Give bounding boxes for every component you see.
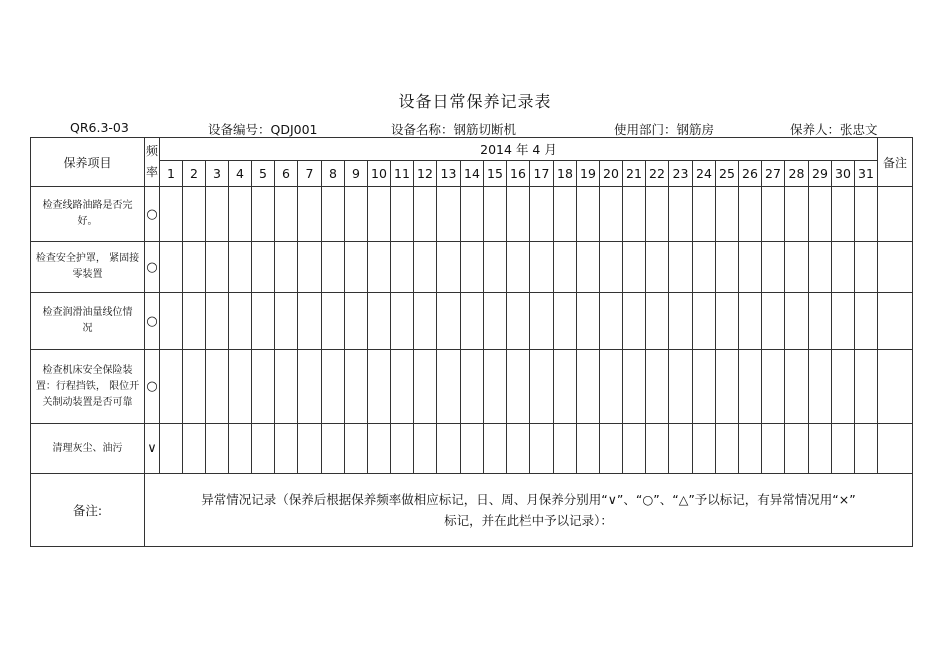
day-cell[interactable]	[368, 242, 391, 293]
day-header: 21	[623, 161, 646, 187]
day-cell[interactable]	[762, 293, 785, 350]
day-cell[interactable]	[368, 424, 391, 474]
day-cell[interactable]	[345, 424, 368, 474]
day-cell[interactable]	[391, 293, 414, 350]
maintenance-item-line: 检查安全护罩， 紧固接	[35, 253, 140, 264]
day-header: 1	[160, 161, 183, 187]
day-cell[interactable]	[669, 293, 693, 350]
day-cell[interactable]	[577, 350, 600, 424]
day-cell[interactable]	[809, 424, 832, 474]
day-cell[interactable]	[437, 293, 461, 350]
maintenance-item-line: 检查线路油路是否完	[42, 200, 133, 211]
day-cell[interactable]	[484, 293, 507, 350]
month-label: 2014 年 4 月	[160, 138, 878, 161]
day-cell[interactable]	[414, 242, 437, 293]
day-cell[interactable]	[600, 242, 623, 293]
day-cell[interactable]	[646, 350, 669, 424]
day-header: 18	[554, 161, 577, 187]
frequency-mark: ○	[145, 242, 160, 293]
frequency-mark: ○	[145, 350, 160, 424]
maintenance-item-line: 零装置	[72, 269, 103, 280]
day-cell[interactable]	[646, 187, 669, 242]
day-cell[interactable]	[739, 350, 762, 424]
day-cell[interactable]	[716, 187, 739, 242]
day-header: 13	[437, 161, 461, 187]
day-cell[interactable]	[298, 350, 322, 424]
day-cell[interactable]	[298, 424, 322, 474]
maintenance-item-line: 检查机床安全保险装	[42, 364, 133, 376]
day-cell[interactable]	[530, 293, 554, 350]
day-cell[interactable]	[322, 424, 345, 474]
day-cell[interactable]	[600, 187, 623, 242]
day-cell[interactable]	[554, 350, 577, 424]
day-cell[interactable]	[461, 242, 484, 293]
day-cell[interactable]	[507, 187, 530, 242]
day-cell[interactable]	[275, 424, 298, 474]
day-cell[interactable]	[160, 424, 183, 474]
day-header: 26	[739, 161, 762, 187]
day-cell[interactable]	[554, 293, 577, 350]
day-cell[interactable]	[229, 350, 252, 424]
day-cell[interactable]	[646, 242, 669, 293]
day-cell[interactable]	[716, 242, 739, 293]
day-cell[interactable]	[437, 424, 461, 474]
day-cell[interactable]	[183, 424, 206, 474]
day-cell[interactable]	[252, 350, 275, 424]
day-cell[interactable]	[623, 242, 646, 293]
day-cell[interactable]	[461, 293, 484, 350]
day-cell[interactable]	[577, 187, 600, 242]
item-header: 保养项目	[31, 138, 145, 187]
day-cell[interactable]	[183, 350, 206, 424]
day-header: 24	[693, 161, 716, 187]
day-cell[interactable]	[437, 187, 461, 242]
footer-row	[31, 474, 913, 547]
day-cell[interactable]	[437, 242, 461, 293]
document-title: 设备日常保养记录表	[398, 92, 552, 111]
maintenance-item-line: 关制动装置是否可靠	[42, 396, 133, 408]
day-header: 2	[183, 161, 206, 187]
day-header: 11	[391, 161, 414, 187]
day-cell[interactable]	[530, 350, 554, 424]
day-cell[interactable]	[669, 187, 693, 242]
day-cell[interactable]	[206, 424, 229, 474]
day-cell[interactable]	[530, 242, 554, 293]
day-cell[interactable]	[855, 242, 878, 293]
day-cell[interactable]	[785, 350, 809, 424]
day-cell[interactable]	[160, 187, 183, 242]
day-cell[interactable]	[391, 242, 414, 293]
day-header: 19	[577, 161, 600, 187]
day-cell[interactable]	[160, 242, 183, 293]
day-cell[interactable]	[484, 187, 507, 242]
maintenance-item-line: 况	[82, 323, 93, 334]
day-cell[interactable]	[809, 242, 832, 293]
day-cell[interactable]	[275, 242, 298, 293]
maintenance-record-table	[30, 137, 913, 547]
day-header: 25	[716, 161, 739, 187]
day-cell[interactable]	[739, 424, 762, 474]
frequency-mark: ∨	[145, 424, 160, 474]
day-cell[interactable]	[507, 424, 530, 474]
day-cell[interactable]	[391, 424, 414, 474]
frequency-header	[145, 138, 160, 187]
maintenance-item	[31, 242, 145, 293]
maintenance-item	[31, 424, 145, 474]
day-cell[interactable]	[785, 242, 809, 293]
abnormal-record-note[interactable]	[145, 474, 913, 547]
day-header: 27	[762, 161, 785, 187]
day-cell[interactable]	[507, 350, 530, 424]
maintenance-item-line: 检查润滑油量线位情	[42, 307, 133, 318]
table-row	[31, 424, 913, 474]
frequency-mark: ○	[145, 293, 160, 350]
day-cell[interactable]	[345, 187, 368, 242]
day-cell[interactable]	[739, 293, 762, 350]
day-cell[interactable]	[229, 293, 252, 350]
day-cell[interactable]	[345, 350, 368, 424]
day-cell[interactable]	[832, 187, 855, 242]
day-cell[interactable]	[623, 424, 646, 474]
day-cell[interactable]	[183, 242, 206, 293]
day-header: 7	[298, 161, 322, 187]
day-cell[interactable]	[414, 293, 437, 350]
equipment-name: 设备名称：钢筋切断机	[391, 122, 517, 137]
day-cell[interactable]	[785, 424, 809, 474]
day-cell[interactable]	[600, 424, 623, 474]
day-cell[interactable]	[414, 350, 437, 424]
day-header: 17	[530, 161, 554, 187]
equipment-number: 设备编号：QDJ001	[208, 122, 318, 137]
day-cell[interactable]	[623, 293, 646, 350]
remarks-cell[interactable]	[878, 242, 913, 293]
day-header: 23	[669, 161, 693, 187]
day-cell[interactable]	[229, 187, 252, 242]
day-cell[interactable]	[855, 424, 878, 474]
day-cell[interactable]	[414, 424, 437, 474]
day-cell[interactable]	[577, 424, 600, 474]
day-cell[interactable]	[322, 350, 345, 424]
day-cell[interactable]	[368, 187, 391, 242]
day-cell[interactable]	[762, 187, 785, 242]
day-cell[interactable]	[461, 424, 484, 474]
day-cell[interactable]	[530, 424, 554, 474]
day-cell[interactable]	[623, 350, 646, 424]
table-row	[31, 293, 913, 350]
frequency-header-line2: 率	[145, 165, 158, 179]
day-header: 10	[368, 161, 391, 187]
day-cell[interactable]	[298, 242, 322, 293]
remarks-cell[interactable]	[878, 187, 913, 242]
day-cell[interactable]	[762, 350, 785, 424]
day-cell[interactable]	[554, 242, 577, 293]
day-cell[interactable]	[739, 187, 762, 242]
abnormal-record-note-line: 异常情况记录（保养后根据保养频率做相应标记，日、周、月保养分别用“∨”、“○”、“△”予以标记，有异常情况用“×”	[201, 492, 856, 507]
abnormal-record-note-line: 标记，并在此栏中予以记录）：	[444, 513, 613, 528]
day-cell[interactable]	[785, 187, 809, 242]
day-header: 15	[484, 161, 507, 187]
day-header: 16	[507, 161, 530, 187]
day-cell[interactable]	[160, 293, 183, 350]
day-cell[interactable]	[669, 424, 693, 474]
day-cell[interactable]	[206, 293, 229, 350]
day-cell[interactable]	[716, 350, 739, 424]
footer-label: 备注:	[31, 474, 145, 547]
day-cell[interactable]	[855, 350, 878, 424]
day-cell[interactable]	[414, 187, 437, 242]
day-cell[interactable]	[669, 242, 693, 293]
day-cell[interactable]	[577, 242, 600, 293]
day-cell[interactable]	[832, 350, 855, 424]
day-cell[interactable]	[646, 293, 669, 350]
frequency-mark: ○	[145, 187, 160, 242]
day-cell[interactable]	[762, 242, 785, 293]
day-cell[interactable]	[206, 242, 229, 293]
day-cell[interactable]	[252, 293, 275, 350]
day-cell[interactable]	[507, 293, 530, 350]
day-cell[interactable]	[484, 424, 507, 474]
table-row	[31, 187, 913, 242]
table-row	[31, 350, 913, 424]
day-cell[interactable]	[298, 187, 322, 242]
maintenance-item	[31, 293, 145, 350]
day-cell[interactable]	[437, 350, 461, 424]
day-cell[interactable]	[345, 242, 368, 293]
day-cell[interactable]	[832, 293, 855, 350]
day-cell[interactable]	[809, 187, 832, 242]
day-header: 4	[229, 161, 252, 187]
day-cell[interactable]	[484, 242, 507, 293]
day-cell[interactable]	[322, 187, 345, 242]
day-cell[interactable]	[345, 293, 368, 350]
header-row-month	[31, 138, 913, 161]
day-cell[interactable]	[298, 293, 322, 350]
maintainer: 保养人：张忠文	[790, 122, 878, 137]
day-header: 5	[252, 161, 275, 187]
day-cell[interactable]	[809, 350, 832, 424]
day-cell[interactable]	[322, 293, 345, 350]
day-cell[interactable]	[229, 242, 252, 293]
day-cell[interactable]	[785, 293, 809, 350]
remarks-cell[interactable]	[878, 350, 913, 424]
day-cell[interactable]	[693, 424, 716, 474]
day-cell[interactable]	[229, 424, 252, 474]
day-header: 22	[646, 161, 669, 187]
day-cell[interactable]	[206, 350, 229, 424]
day-header: 9	[345, 161, 368, 187]
day-cell[interactable]	[832, 242, 855, 293]
day-cell[interactable]	[646, 424, 669, 474]
remarks-cell[interactable]	[878, 424, 913, 474]
day-cell[interactable]	[693, 293, 716, 350]
day-cell[interactable]	[252, 187, 275, 242]
day-header: 6	[275, 161, 298, 187]
day-cell[interactable]	[461, 350, 484, 424]
department: 使用部门：钢筋房	[614, 122, 715, 137]
day-header: 3	[206, 161, 229, 187]
day-cell[interactable]	[530, 187, 554, 242]
header-row-days	[31, 161, 913, 187]
day-cell[interactable]	[855, 187, 878, 242]
day-cell[interactable]	[368, 293, 391, 350]
maintenance-item	[31, 187, 145, 242]
remarks-cell[interactable]	[878, 293, 913, 350]
day-header: 8	[322, 161, 345, 187]
day-cell[interactable]	[600, 350, 623, 424]
day-cell[interactable]	[275, 293, 298, 350]
day-cell[interactable]	[693, 242, 716, 293]
day-cell[interactable]	[275, 187, 298, 242]
day-cell[interactable]	[183, 187, 206, 242]
day-cell[interactable]	[507, 242, 530, 293]
day-cell[interactable]	[809, 293, 832, 350]
day-cell[interactable]	[623, 187, 646, 242]
maintenance-item-line: 清理灰尘、油污	[52, 442, 123, 454]
day-cell[interactable]	[762, 424, 785, 474]
day-cell[interactable]	[461, 187, 484, 242]
day-cell[interactable]	[391, 350, 414, 424]
day-cell[interactable]	[693, 350, 716, 424]
day-cell[interactable]	[739, 242, 762, 293]
table-row	[31, 242, 913, 293]
day-cell[interactable]	[832, 424, 855, 474]
day-cell[interactable]	[577, 293, 600, 350]
maintenance-item-line: 置：行程挡铁， 限位开	[35, 380, 140, 392]
day-header: 28	[785, 161, 809, 187]
day-header: 12	[414, 161, 437, 187]
frequency-header-line1: 频	[145, 144, 158, 158]
day-cell[interactable]	[716, 293, 739, 350]
day-cell[interactable]	[600, 293, 623, 350]
maintenance-item	[31, 350, 145, 424]
day-cell[interactable]	[183, 293, 206, 350]
day-cell[interactable]	[322, 242, 345, 293]
day-cell[interactable]	[252, 242, 275, 293]
form-code: QR6.3-03	[70, 120, 129, 135]
day-cell[interactable]	[554, 187, 577, 242]
remarks-header: 备注	[878, 138, 913, 187]
day-cell[interactable]	[716, 424, 739, 474]
maintenance-item-line: 好。	[77, 216, 98, 227]
day-cell[interactable]	[554, 424, 577, 474]
day-header: 20	[600, 161, 623, 187]
day-cell[interactable]	[252, 424, 275, 474]
day-header: 31	[855, 161, 878, 187]
day-header: 30	[832, 161, 855, 187]
day-cell[interactable]	[693, 187, 716, 242]
day-cell[interactable]	[368, 350, 391, 424]
day-cell[interactable]	[206, 187, 229, 242]
day-cell[interactable]	[391, 187, 414, 242]
day-cell[interactable]	[160, 350, 183, 424]
day-cell[interactable]	[669, 350, 693, 424]
day-header: 14	[461, 161, 484, 187]
day-header: 29	[809, 161, 832, 187]
day-cell[interactable]	[855, 293, 878, 350]
day-cell[interactable]	[275, 350, 298, 424]
day-cell[interactable]	[484, 350, 507, 424]
